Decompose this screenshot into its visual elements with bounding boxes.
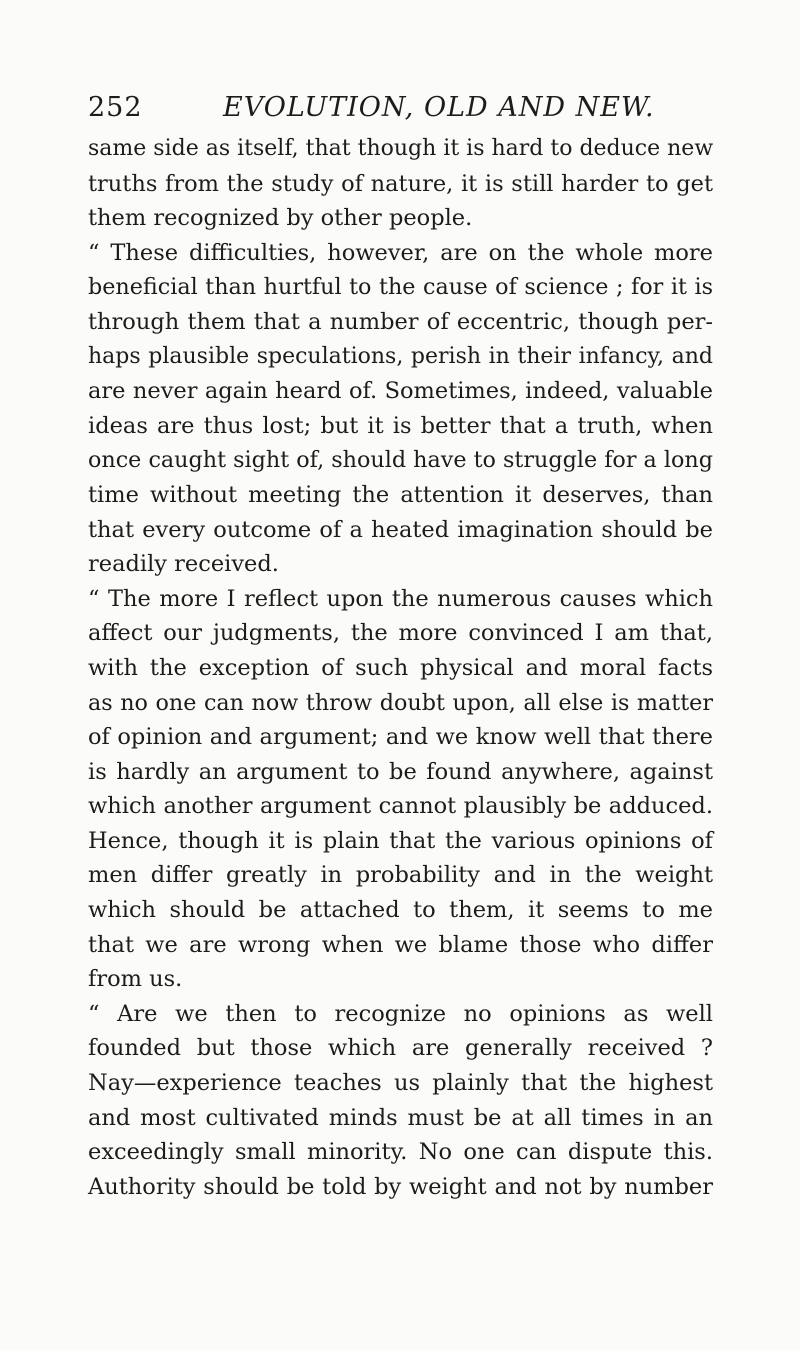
text-line: Hence, though it is plain that the various opinions of [88,827,713,854]
text-line: “ These difficulties, however, are on the whole more [88,239,713,266]
text-line: men differ greatly in probability and in the weight [88,862,713,889]
text-line: founded but those which are generally received ? [88,1035,713,1062]
book-page [88,92,713,1204]
text-line: time without meeting the attention it deserves, than [88,481,713,508]
text-line: which should be attached to them, it seems to me [88,897,713,924]
text-line: which another argument cannot plausibly be adduced. [88,793,713,820]
text-line: as no one can now throw doubt upon, all else is matter [88,689,713,716]
text-line: affect our judgments, the more convinced I am that, [88,620,713,647]
text-line: that every outcome of a heated imagination should be [88,516,713,543]
text-line: through them that a number of eccentric, though per- [88,308,713,335]
text-line: from us. [88,966,183,993]
text-line: exceedingly small minority. No one can dispute this. [88,1139,713,1166]
text-line: haps plausible speculations, perish in their infancy, and [88,343,713,369]
text-line: truths from the study of nature, it is still harder to get [88,170,713,197]
text-line: “ The more I reflect upon the numerous causes which [88,585,713,612]
text-line: beneficial than hurtful to the cause of science ; for it is [88,274,713,301]
text-line: once caught sight of, should have to struggle for a long [88,447,713,474]
text-line: Authority should be told by weight and not by number [88,1173,713,1200]
text-line: with the exception of such physical and moral facts [88,654,713,681]
text-line: readily received. [88,551,279,578]
text-line: “ Are we then to recognize no opinions as well [88,1000,713,1027]
text-line: same side as itself, that though it is hard to deduce new [88,136,714,161]
text-line: is hardly an argument to be found anywhere, against [88,758,713,785]
text-line: are never again heard of. Sometimes, indeed, valuable [88,378,713,405]
text-line: ideas are thus lost; but it is better that a truth, when [88,412,713,439]
running-title: EVOLUTION, OLD AND NEW. [223,92,655,123]
text-line: that we are wrong when we blame those who differ [88,931,713,958]
text-line: Nay—experience teaches us plainly that the highest [88,1070,713,1097]
text-line: and most cultivated minds must be at all times in an [88,1104,713,1131]
running-head [88,92,713,132]
text-line: of opinion and argument; and we know well that there [88,724,713,751]
page-number: 252 [88,92,143,123]
body-text [88,132,713,1204]
text-line: them recognized by other people. [88,205,473,232]
